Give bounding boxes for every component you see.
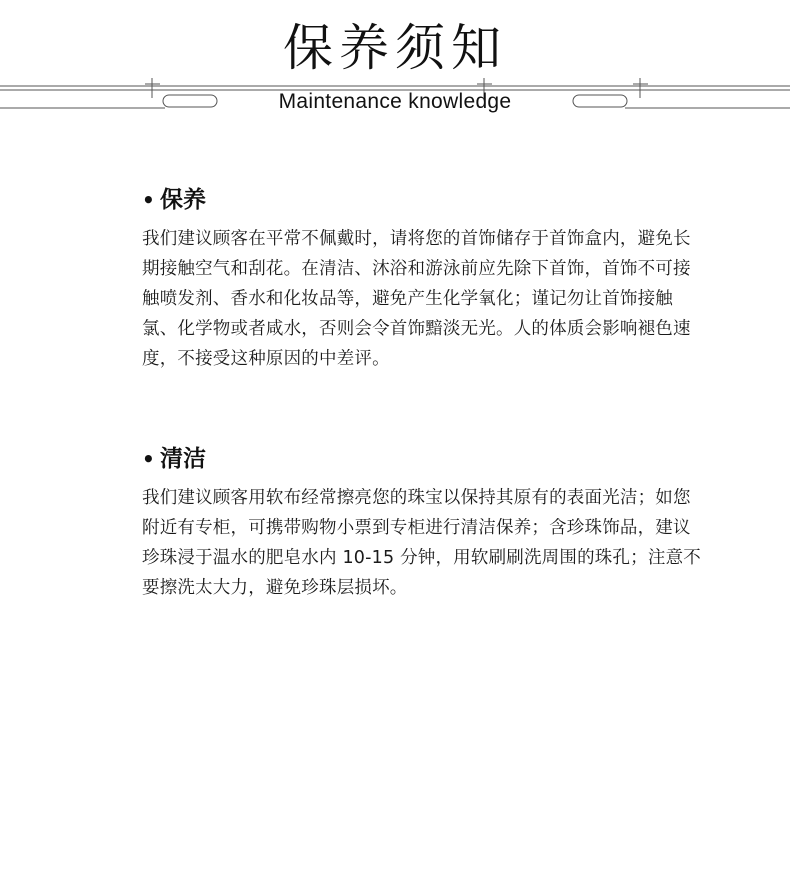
section-maintenance — [142, 184, 702, 374]
section-title-text: 保养 — [160, 187, 206, 213]
header — [0, 0, 790, 130]
section-body: 我们建议顾客用软布经常擦亮您的珠宝以保持其原有的表面光洁；如您附近有专柜，可携带购物小票到专柜进行清洁保养；含珍珠饰品，建议珍珠浸于温水的肥皂水内 10-15 分钟，用软刷刷洗周围的珠孔；注意不要擦洗太大力，避免珍珠层损坏。 — [142, 488, 701, 598]
section-body: 我们建议顾客在平常不佩戴时，请将您的首饰储存于首饰盒内，避免长期接触空气和刮花。在清洁、沐浴和游泳前应先除下首饰，首饰不可接触喷发剂、香水和化妆品等，避免产生化学氧化；谨记勿让首饰接触氯、化学物或者咸水，否则会令首饰黯淡无光。人的体质会影响褪色速度，不接受这种原因的中差评。 — [142, 229, 691, 369]
section-title-text: 清洁 — [160, 446, 206, 472]
section-title — [142, 443, 702, 475]
page-title: 保养须知 — [283, 19, 507, 77]
bullet-icon: • — [142, 188, 155, 212]
bullet-icon: • — [142, 447, 155, 471]
section-title — [142, 184, 702, 216]
page-subtitle: Maintenance knowledge — [278, 90, 512, 113]
section-cleaning — [142, 443, 702, 603]
